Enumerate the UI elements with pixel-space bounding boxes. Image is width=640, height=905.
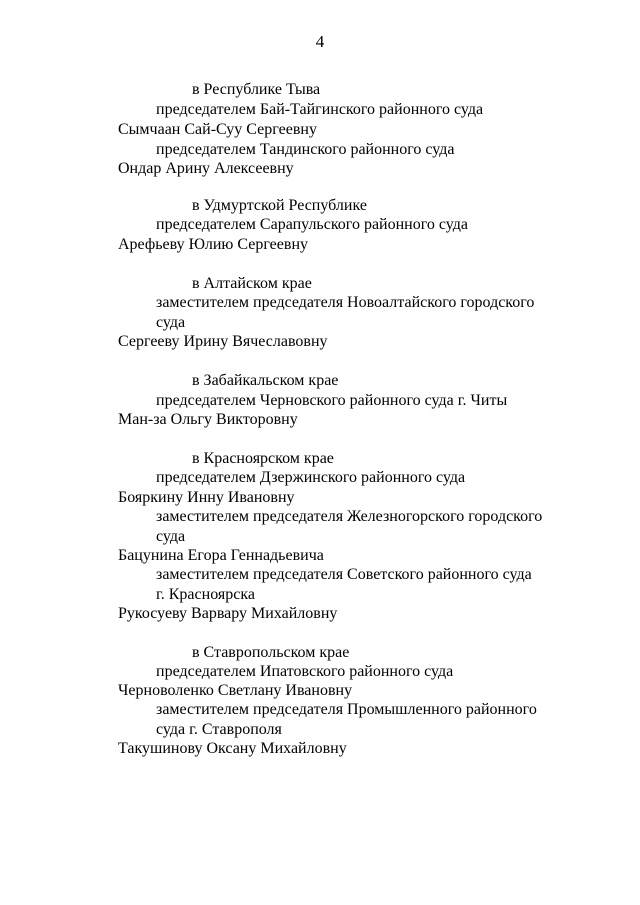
region-heading: в Алтайском крае: [192, 275, 312, 292]
position-line: председателем Дзержинского районного суда: [156, 469, 466, 486]
region-heading: в Ставропольском крае: [192, 644, 350, 661]
page-number: 4: [315, 32, 325, 51]
region-heading: в Красноярском крае: [192, 450, 334, 467]
position-line: суда: [156, 314, 186, 331]
position-line: суда: [156, 528, 186, 545]
position-line: суда г. Ставрополя: [156, 721, 282, 738]
position-line: председателем Тандинского районного суда: [156, 141, 455, 158]
appointee-name: Ондар Арину Алексеевну: [118, 160, 294, 177]
appointee-name: Бояркину Инну Ивановну: [118, 489, 295, 506]
appointee-name: Черноволенко Светлану Ивановну: [118, 682, 353, 699]
appointee-name: Ман-за Ольгу Викторовну: [118, 411, 298, 428]
position-line: заместителем председателя Промышленного районного: [156, 701, 537, 718]
appointee-name: Такушинову Оксану Михайловну: [118, 740, 347, 757]
appointee-name: Арефьеву Юлию Сергеевну: [118, 236, 308, 253]
position-line: председателем Черновского районного суда г. Читы: [156, 392, 508, 409]
position-line: заместителем председателя Новоалтайского городского: [156, 294, 535, 311]
position-line: председателем Сарапульского районного суда: [156, 216, 469, 233]
appointee-name: Бацунина Егора Геннадьевича: [118, 547, 324, 564]
appointee-name: Сымчаан Сай-Суу Сергеевну: [118, 121, 317, 138]
region-heading: в Республике Тыва: [192, 81, 321, 98]
position-line: заместителем председателя Советского районного суда: [156, 566, 532, 583]
appointee-name: Сергееву Ирину Вячеславовну: [118, 333, 328, 350]
region-heading: в Забайкальском крае: [192, 372, 339, 389]
position-line: заместителем председателя Железногорского городского: [156, 508, 543, 525]
position-line: председателем Бай-Тайгинского районного суда: [156, 101, 484, 118]
region-heading: в Удмуртской Республике: [192, 197, 367, 214]
position-line: председателем Ипатовского районного суда: [156, 663, 454, 680]
appointee-name: Рукосуеву Варвару Михайловну: [118, 605, 338, 622]
position-line: г. Красноярска: [156, 586, 255, 603]
